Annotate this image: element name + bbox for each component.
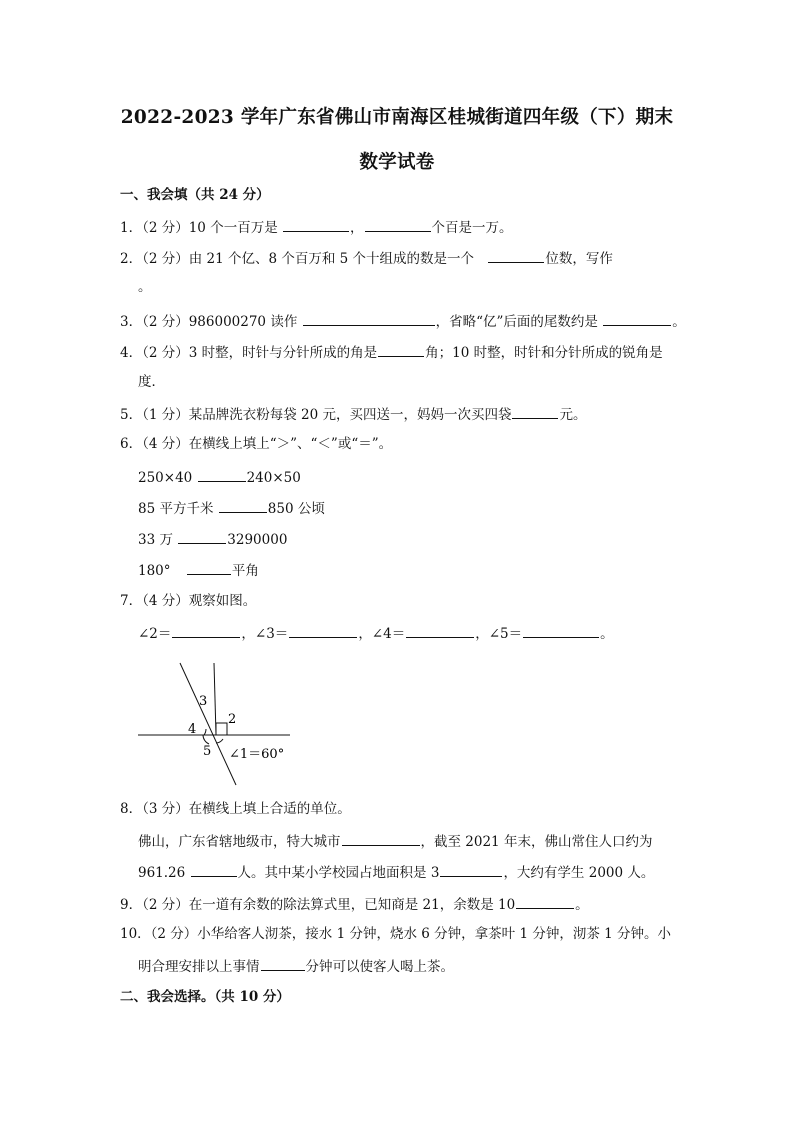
q6-r1-right: 240×50 bbox=[246, 470, 301, 486]
q1-text: 1．（2 分）10 个一百万是 bbox=[120, 220, 278, 236]
q6-row-3 bbox=[138, 529, 287, 549]
q1-blank-1[interactable] bbox=[283, 217, 349, 232]
question-2 bbox=[120, 248, 613, 268]
right-angle-mark bbox=[216, 723, 227, 735]
q6-row-1 bbox=[138, 467, 301, 487]
q6-r2-left: 85 平方千米 bbox=[138, 501, 214, 517]
question-3 bbox=[120, 311, 686, 331]
q7-angle3-label: ，∠3＝ bbox=[241, 626, 289, 642]
q8-blank-1[interactable] bbox=[342, 831, 420, 846]
question-9 bbox=[120, 894, 589, 914]
angle-arc-1 bbox=[216, 739, 223, 743]
q1-comma: ， bbox=[350, 220, 364, 236]
exam-title-line2: 数学试卷 bbox=[359, 152, 435, 173]
q6-row-2 bbox=[138, 498, 325, 518]
q8-blank-3[interactable] bbox=[440, 862, 502, 877]
q7-end: 。 bbox=[600, 626, 614, 642]
q8-blank-2[interactable] bbox=[191, 862, 237, 877]
q7-angle4-label: ，∠4＝ bbox=[358, 626, 406, 642]
q7-angle3-blank[interactable] bbox=[289, 623, 357, 638]
q3-blank-2[interactable] bbox=[603, 311, 671, 326]
q3-tail: 。 bbox=[672, 314, 686, 330]
q4-mid: 角；10 时整，时针和分针所成的锐角是 bbox=[425, 345, 663, 361]
q8-text-d: 961.26 bbox=[138, 865, 186, 881]
angle-arc-4 bbox=[204, 729, 206, 735]
section-2-heading: 二、我会选择。（共 10 分） bbox=[120, 989, 290, 1005]
q10-line-2 bbox=[138, 956, 454, 976]
q7-angle4-blank[interactable] bbox=[406, 623, 474, 638]
q6-r3-right: 3290000 bbox=[227, 532, 288, 548]
q6-r4-blank[interactable] bbox=[187, 560, 231, 575]
q4-text: 4．（2 分）3 时整，时针与分针所成的角是 bbox=[120, 345, 378, 361]
q5-blank[interactable] bbox=[512, 404, 558, 419]
q6-r4-left: 180° bbox=[138, 563, 171, 579]
q7-angle5-blank[interactable] bbox=[523, 623, 599, 638]
question-6: 6．（4 分）在横线上填上“＞”、“＜”或“＝”。 bbox=[120, 436, 393, 452]
q4-tail: 度． bbox=[138, 374, 165, 390]
q8-text-e: 人。其中某小学校园占地面积是 3 bbox=[237, 865, 440, 881]
q1-blank-2[interactable] bbox=[365, 217, 431, 232]
angle-1-label: ∠1＝60° bbox=[229, 747, 285, 762]
q6-r1-left: 250×40 bbox=[138, 470, 193, 486]
question-10: 10．（2 分）小华给客人沏茶，接水 1 分钟，烧水 6 分钟，拿茶叶 1 分钟，沏茶 1 分钟。小 bbox=[120, 926, 671, 942]
q8-text-b: 佛山，广东省辖地级市，特大城市 bbox=[138, 834, 341, 850]
q2-mid: 位数，写作 bbox=[545, 251, 613, 267]
q1-tail: 个百是一万。 bbox=[431, 220, 513, 236]
q4-blank-1[interactable] bbox=[378, 342, 424, 357]
q6-r1-blank[interactable] bbox=[198, 467, 246, 482]
q9-tail: 。 bbox=[575, 897, 589, 913]
question-1 bbox=[120, 217, 513, 237]
q2-tail: 。 bbox=[138, 279, 152, 295]
q2-text: 2．（2 分）由 21 个亿、8 个百万和 5 个十组成的数是一个 bbox=[120, 251, 475, 267]
q10-text-b: 明合理安排以上事情 bbox=[138, 959, 260, 975]
q7-angles bbox=[138, 623, 614, 643]
label-4: 4 bbox=[188, 722, 197, 737]
q6-r3-blank[interactable] bbox=[178, 529, 226, 544]
q3-blank-1[interactable] bbox=[303, 311, 435, 326]
q8-text-f: ，大约有学生 2000 人。 bbox=[503, 865, 655, 881]
q5-text: 5．（1 分）某品牌洗衣粉每袋 20 元，买四送一，妈妈一次买四袋 bbox=[120, 407, 512, 423]
question-5 bbox=[120, 404, 586, 424]
q5-tail: 元。 bbox=[559, 407, 587, 423]
q7-angle2-blank[interactable] bbox=[172, 623, 240, 638]
label-2: 2 bbox=[228, 712, 237, 727]
question-4 bbox=[120, 342, 663, 362]
q2-blank-1[interactable] bbox=[488, 248, 544, 263]
q10-text-c: 分钟可以使客人喝上茶。 bbox=[305, 959, 454, 975]
q3-text: 3．（2 分）986000270 读作 bbox=[120, 314, 298, 330]
question-8: 8．（3 分）在横线上填上合适的单位。 bbox=[120, 801, 351, 817]
q6-r2-blank[interactable] bbox=[219, 498, 267, 513]
angle-figure bbox=[130, 655, 305, 790]
section-1-heading: 一、我会填（共 24 分） bbox=[120, 187, 270, 203]
q3-mid: ，省略“亿”后面的尾数约是 bbox=[435, 314, 598, 330]
label-3: 3 bbox=[199, 694, 208, 709]
q8-text-c: ，截至 2021 年末，佛山常住人口约为 bbox=[420, 834, 653, 850]
q8-line-2 bbox=[138, 831, 652, 851]
question-7: 7．（4 分）观察如图。 bbox=[120, 593, 257, 609]
q6-r2-right: 850 公顷 bbox=[267, 501, 325, 517]
q9-text: 9．（2 分）在一道有余数的除法算式里，已知商是 21，余数是 10 bbox=[120, 897, 516, 913]
exam-title-line1: 2022-2023 学年广东省佛山市南海区桂城街道四年级（下）期末 bbox=[120, 107, 674, 128]
q6-row-4 bbox=[138, 560, 259, 580]
q6-r3-left: 33 万 bbox=[138, 532, 173, 548]
q9-blank[interactable] bbox=[516, 894, 574, 909]
angle-arc-5 bbox=[203, 735, 209, 744]
q7-angle5-label: ，∠5＝ bbox=[475, 626, 523, 642]
q10-blank[interactable] bbox=[261, 956, 305, 971]
q6-r4-right: 平角 bbox=[231, 563, 259, 579]
label-5: 5 bbox=[203, 744, 212, 759]
q8-line-3 bbox=[138, 862, 654, 882]
q7-angle2-label: ∠2＝ bbox=[138, 626, 172, 642]
